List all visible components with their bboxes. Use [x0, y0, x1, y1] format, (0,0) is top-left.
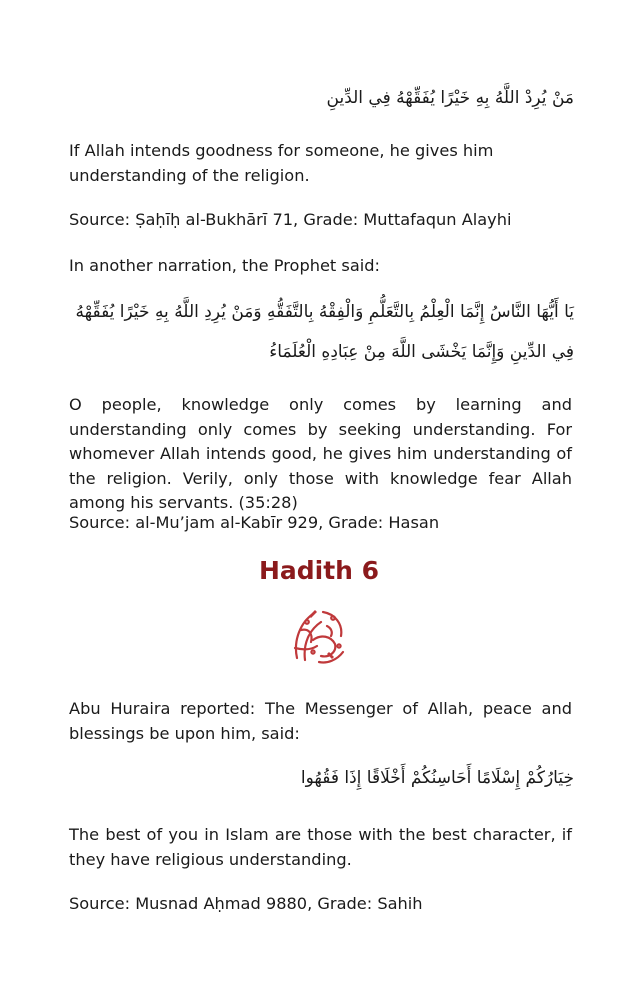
hadith-source: Source: al-Mu’jam al-Kabīr 929, Grade: Hasan — [69, 513, 440, 532]
hadith-translation: If Allah intends goodness for someone, he gives him understanding of the religion. — [69, 141, 494, 185]
narration-intro: In another narration, the Prophet said: — [69, 256, 381, 275]
narration-intro: Abu Huraira reported: The Messenger of Allah, peace and blessings be upon him, said: — [69, 699, 572, 743]
hadith-arabic-text: خِيَارُكُمْ إِسْلَامًا أَحَاسِنُكُمْ أَخْلَاقًا إِذَا فَقُهُوا — [300, 768, 574, 788]
hadith-source: Source: Musnad Aḥmad 9880, Grade: Sahih — [69, 894, 423, 913]
hadith-arabic-text: مَنْ يُرِدْ اللَّهُ بِهِ خَيْرًا يُفَقِّهْهُ فِي الدِّينِ — [326, 88, 574, 108]
hadith-translation: The best of you in Islam are those with the best character, if they have religious understanding. — [69, 825, 572, 869]
hadith-source: Source: Ṣaḥīḥ al-Bukhārī 71, Grade: Muttafaqun Alayhi — [69, 210, 512, 229]
hadith-arabic-text: يَا أَيُّهَا النَّاسُ إِنَّمَا الْعِلْمُ بِالتَّعَلُّمِ وَالْفِقْهُ بِالتَّفَقُّهِ وَمَنْ يُرِدِ اللَّهُ بِهِ خَيْرًا يُفَقِّهْهُ فِي الدِّينِ وَإِنَّمَا يَخْشَى اللَّهَ مِنْ عِبَادِهِ الْعُلَمَاءُ — [75, 302, 574, 362]
hadith-translation: O people, knowledge only comes by learning and understanding only comes by seeking understanding. For whomever Allah intends good, he gives him understanding of the religion. Verily, only those with knowledge fear Allah among his servants. (35:28) — [69, 395, 572, 512]
hadith-heading: Hadith 6 — [258, 556, 380, 585]
calligraphy-emblem-icon — [283, 600, 355, 672]
